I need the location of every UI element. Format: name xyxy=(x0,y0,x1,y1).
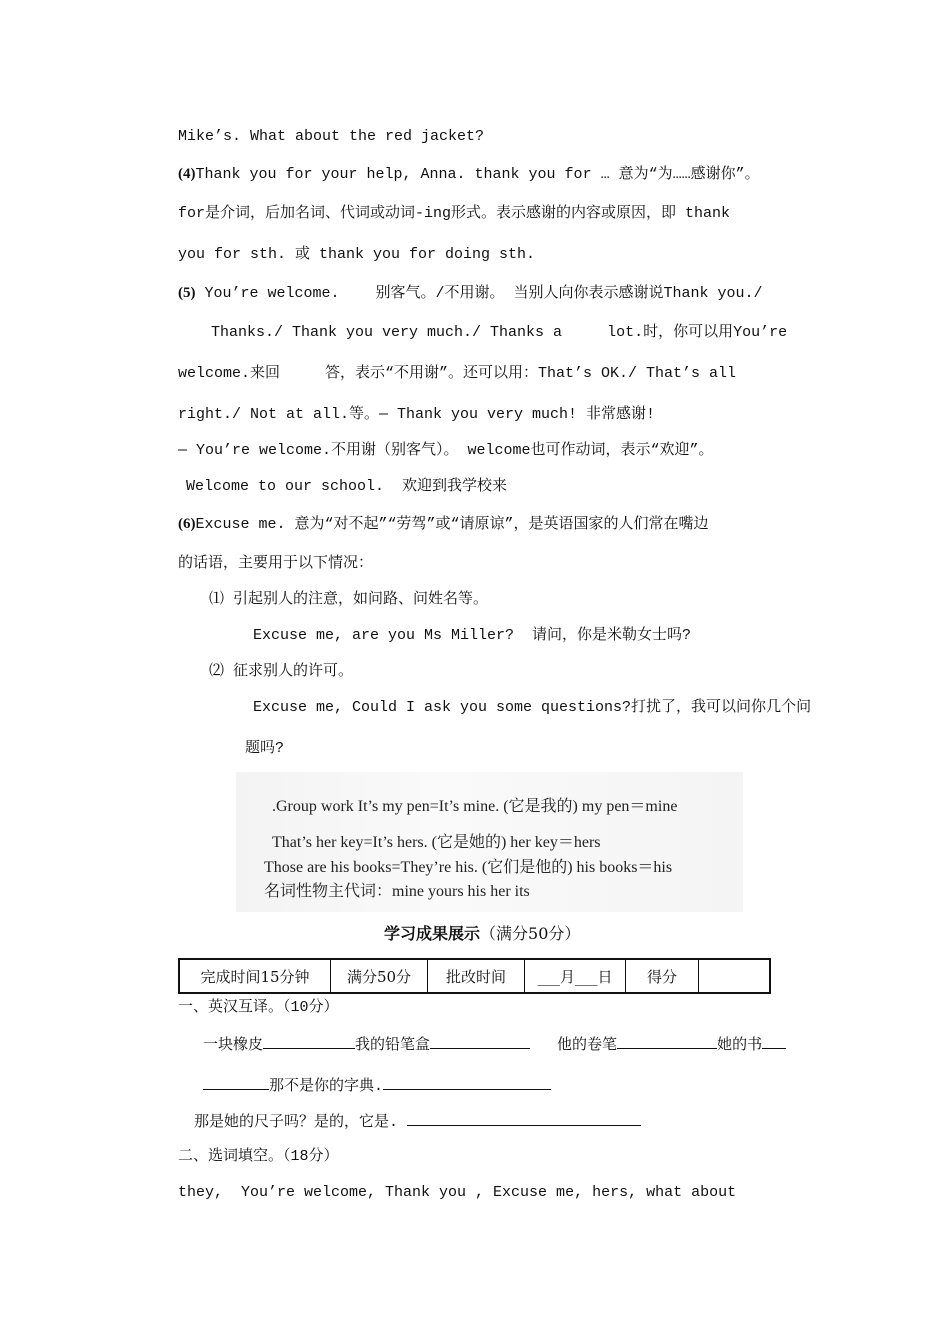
score-table xyxy=(178,958,771,994)
question-line xyxy=(203,1034,786,1056)
text-line: ⑵ 征求别人的许可。 xyxy=(209,663,354,680)
text-line: ⑴ 引起别人的注意，如问路、问姓名等。 xyxy=(209,591,489,608)
score-value-cell[interactable] xyxy=(699,959,771,993)
text-line xyxy=(178,282,763,304)
text-line: welcome.来回 答，表示“不用谢”。还可以用：That’s OK./ That’s all xyxy=(178,365,737,382)
text-line: right./ Not at all.等。— Thank you very much! 非常感谢! xyxy=(178,406,656,423)
section-title-suffix: （满分50分） xyxy=(480,924,581,943)
text-line: 的话语，主要用于以下情况： xyxy=(178,555,374,572)
example-image xyxy=(236,772,743,912)
text-line: Mike’s. What about the red jacket? xyxy=(178,128,485,145)
text-line: — You’re welcome.不用谢（别客气）。 welcome也可作动词，表示“欢迎”。 xyxy=(178,442,714,459)
item-number: (5) xyxy=(178,285,196,301)
question-line xyxy=(194,1111,641,1133)
line-content: You’re welcome. 别客气。/不用谢。 当别人向你表示感谢说Thank you./ xyxy=(195,285,763,302)
text-line xyxy=(178,163,760,185)
question-text: 她的书 xyxy=(717,1037,763,1054)
image-text-line: Those are his books=They’re his. (它们是他的) his books＝his xyxy=(264,859,673,876)
question-text: 那是她的尺子吗？是的，它是. xyxy=(194,1114,399,1131)
answer-blank[interactable] xyxy=(430,1034,530,1049)
image-text-line: 名词性物主代词：mine yours his her its xyxy=(264,883,530,900)
date-cell: ___月___日 xyxy=(525,959,626,993)
text-line: Thanks./ Thank you very much./ Thanks a lot.时，你可以用You’re xyxy=(211,324,788,341)
full-score-cell: 满分50分 xyxy=(331,959,428,993)
item-number: (6) xyxy=(178,516,196,532)
answer-blank[interactable] xyxy=(407,1111,641,1126)
line-content: Excuse me. 意为“对不起”“劳驾”或“请原谅”，是英语国家的人们常在嘴边 xyxy=(195,516,709,533)
answer-blank[interactable] xyxy=(383,1075,551,1090)
question-text: 他的卷笔 xyxy=(557,1037,618,1054)
image-text-line: That’s her key=It’s hers. (它是她的) her key＝hers xyxy=(272,834,601,851)
question-line xyxy=(203,1075,551,1097)
text-line xyxy=(178,513,709,535)
text-line: 题吗? xyxy=(245,740,285,757)
text-line: Excuse me, are you Ms Miller? 请问，你是米勒女士吗? xyxy=(253,627,692,644)
score-label-cell: 得分 xyxy=(626,959,699,993)
image-text-line: .Group work It’s my pen=It’s mine. (它是我的) my pen＝mine xyxy=(272,798,678,815)
section-title xyxy=(384,924,580,944)
question-text: 一块橡皮 xyxy=(203,1037,264,1054)
text-line: Excuse me, Could I ask you some questions?打扰了，我可以问你几个问 xyxy=(253,699,812,716)
part2-heading: 二、选词填空。（18分） xyxy=(178,1148,339,1165)
completion-time-cell: 完成时间15分钟 xyxy=(179,959,331,993)
text-line: Welcome to our school. 欢迎到我学校来 xyxy=(186,478,508,495)
answer-blank[interactable] xyxy=(263,1034,355,1049)
line-content: Thank you for your help, Anna. thank you for … 意为“为……感谢你”。 xyxy=(195,166,760,183)
section-title-main: 学习成果展示 xyxy=(384,924,481,943)
text-line: you for sth. 或 thank you for doing sth. xyxy=(178,246,536,263)
answer-blank[interactable] xyxy=(762,1034,786,1049)
grading-time-cell: 批改时间 xyxy=(428,959,525,993)
question-text: 那不是你的字典. xyxy=(269,1078,384,1095)
text-line: for是介词，后加名词、代词或动词-ing形式。表示感谢的内容或原因，即 thank xyxy=(178,205,731,222)
question-text: 我的铅笔盒 xyxy=(355,1037,431,1054)
item-number: (4) xyxy=(178,166,196,182)
answer-blank[interactable] xyxy=(203,1075,269,1090)
answer-blank[interactable] xyxy=(617,1034,717,1049)
word-bank: they, You’re welcome, Thank you , Excuse me, hers, what about xyxy=(178,1184,737,1201)
part1-heading: 一、英汉互译。（10分） xyxy=(178,999,339,1016)
